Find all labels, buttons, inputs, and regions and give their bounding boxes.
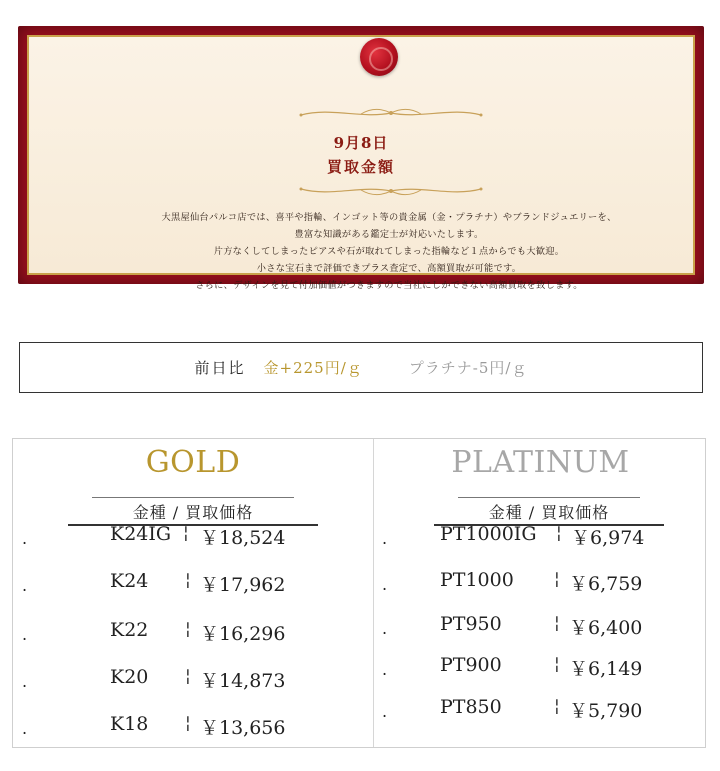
platinum-change: プラチナ-5円/ｇ (408, 359, 528, 377)
row-bullet: . (22, 672, 28, 691)
row-bullet: . (22, 576, 28, 595)
banner-line: 大黒屋仙台パルコ店では、喜平や指輪、インゴット等の貴金属（金・プラチナ）やブランドジュエリーを、 (161, 212, 617, 223)
buy-price: ￥6,400 (569, 617, 643, 639)
metal-grade: K18 (110, 713, 149, 735)
metal-grade: K20 (110, 666, 149, 688)
ornament-divider-top (291, 105, 491, 121)
platinum-header (434, 497, 664, 526)
platinum-column (374, 439, 707, 747)
row-bullet: . (22, 529, 28, 548)
table-row (374, 613, 707, 639)
table-row (13, 523, 373, 549)
banner-description (89, 209, 689, 294)
buy-price: ￥13,656 (200, 717, 286, 739)
row-separator: ¦ (556, 523, 562, 543)
platinum-header-label: 金種 / 買取価格 (488, 503, 610, 522)
banner-line: 片方なくしてしまったピアスや石が取れてしまった指輪など１点からでも大歓迎。 (213, 246, 565, 257)
banner-line: さらに、デザインを見て付加価値がつきますので当社にしかできない高額買取を致します。 (195, 280, 583, 291)
gold-change: 金+225円/ｇ (263, 359, 363, 377)
table-row (13, 619, 373, 645)
wax-seal-icon (360, 38, 398, 76)
row-separator: ¦ (185, 570, 191, 590)
row-bullet: . (382, 702, 388, 721)
buy-price: ￥14,873 (200, 670, 286, 692)
price-banner (18, 26, 704, 291)
metal-grade: PT950 (440, 613, 502, 635)
metal-grade: PT850 (440, 696, 502, 718)
gold-header (68, 497, 318, 526)
banner-date: 9月8日 (333, 134, 389, 152)
row-separator: ¦ (185, 666, 191, 686)
table-row (13, 570, 373, 596)
row-separator: ¦ (185, 619, 191, 639)
banner-line: 豊富な知識がある鑑定士が対応いたします。 (294, 229, 484, 240)
buy-price: ￥18,524 (200, 527, 286, 549)
row-bullet: . (382, 529, 388, 548)
table-row (13, 666, 373, 692)
gold-header-label: 金種 / 買取価格 (132, 503, 254, 522)
row-separator: ¦ (554, 696, 560, 716)
ornament-divider-bottom (291, 183, 491, 199)
table-row (374, 654, 707, 680)
metal-grade: PT1000IG (440, 523, 537, 545)
row-separator: ¦ (554, 613, 560, 633)
buy-price: ￥16,296 (200, 623, 286, 645)
row-bullet: . (382, 660, 388, 679)
metal-grade: K22 (110, 619, 149, 641)
row-bullet: . (22, 625, 28, 644)
row-separator: ¦ (554, 654, 560, 674)
metal-grade: K24 (110, 570, 149, 592)
price-table (12, 438, 706, 748)
gold-title: GOLD (145, 445, 241, 480)
day-comparison-box (19, 342, 703, 393)
row-separator: ¦ (183, 523, 189, 543)
row-bullet: . (382, 575, 388, 594)
banner-frame (27, 35, 695, 291)
metal-grade: K24IG (110, 523, 172, 545)
buy-price: ￥6,974 (571, 527, 645, 549)
buy-price: ￥6,759 (569, 573, 643, 595)
banner-line: 小さな宝石まで評価できプラス査定で、高額買取が可能です。 (256, 263, 522, 274)
buy-price: ￥6,149 (569, 658, 643, 680)
row-bullet: . (382, 619, 388, 638)
metal-grade: PT1000 (440, 569, 514, 591)
buy-price: ￥5,790 (569, 700, 643, 722)
gold-column (13, 439, 373, 747)
row-bullet: . (22, 719, 28, 738)
row-separator: ¦ (554, 569, 560, 589)
table-row (374, 569, 707, 595)
comparison-label: 前日比 (194, 359, 246, 377)
row-separator: ¦ (185, 713, 191, 733)
buy-price: ￥17,962 (200, 574, 286, 596)
table-row (13, 713, 373, 739)
platinum-title: PLATINUM (451, 445, 630, 480)
table-row (374, 523, 707, 549)
metal-grade: PT900 (440, 654, 502, 676)
table-row (374, 696, 707, 722)
banner-title: 買取金額 (326, 158, 395, 176)
